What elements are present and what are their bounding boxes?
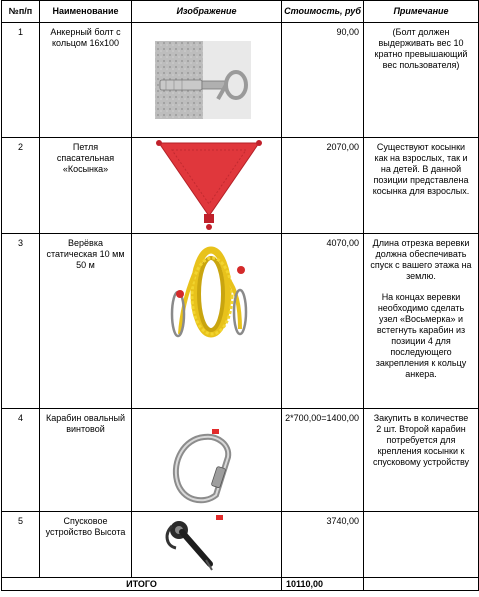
row-note: [364, 512, 479, 578]
total-value: 10110,00: [282, 578, 364, 591]
row-name: Петля спасательная «Косынка»: [40, 138, 132, 234]
row-num: 2: [2, 138, 40, 234]
row-name: Анкерный болт с кольцом 16х100: [40, 23, 132, 138]
total-label: ИТОГО: [2, 578, 282, 591]
row-num: 4: [2, 409, 40, 512]
note-text: Закупить в количестве 2 шт. Второй карабин потребуется для крепления косынки к спусковому устройству: [372, 413, 470, 467]
note-text: Длина отрезка веревки должна обеспечивать спуск с вашего этажа на землю.: [370, 238, 472, 281]
row-name: Спусковое устройство Высота: [40, 512, 132, 578]
row-cost: 2070,00: [282, 138, 364, 234]
equipment-table: [1, 0, 479, 591]
rescue-triangle-icon: [132, 138, 282, 234]
row-cost: 4070,00: [282, 234, 364, 409]
row-cost: 3740,00: [282, 512, 364, 578]
note-text: На концах веревки необходимо сделать узел «Восьмерка» и встегнуть карабин из позиции 4 для последующего закрепления к кольцу анкера.: [375, 292, 467, 379]
header-num: №п/п: [2, 1, 40, 23]
row-num: 3: [2, 234, 40, 409]
total-row: [2, 578, 479, 591]
descender-icon: [132, 512, 282, 578]
table-row: [2, 234, 479, 409]
header-image: Изображение: [132, 1, 282, 23]
rope-coil-icon: [132, 234, 282, 409]
row-name: Карабин овальный винтовой: [40, 409, 132, 512]
row-num: 1: [2, 23, 40, 138]
row-image-cell: [132, 23, 282, 138]
note-text: Существуют косынки как на взрослых, так и на детей. В данной позиции представлена косынка для взрослых.: [372, 142, 470, 196]
row-image-cell: [132, 234, 282, 409]
table-row: [2, 409, 479, 512]
table-row: [2, 512, 479, 578]
anchor-bolt-icon: [132, 23, 282, 138]
row-cost: 90,00: [282, 23, 364, 138]
row-cost: 2*700,00=1400,00: [282, 409, 364, 512]
carabiner-icon: [132, 409, 282, 512]
table-row: [2, 23, 479, 138]
row-note: [364, 409, 479, 512]
table-row: [2, 138, 479, 234]
note-text: (Болт должен выдерживать вес 10 кратно превышающий вес пользователя): [374, 27, 468, 70]
row-image-cell: [132, 409, 282, 512]
header-name: Наименование: [40, 1, 132, 23]
row-note: [364, 138, 479, 234]
row-image-cell: [132, 138, 282, 234]
table-header-row: [2, 1, 479, 23]
row-note: [364, 234, 479, 409]
row-name: Верёвка статическая 10 мм 50 м: [40, 234, 132, 409]
header-note: Примечание: [364, 1, 479, 23]
row-image-cell: [132, 512, 282, 578]
row-num: 5: [2, 512, 40, 578]
total-note-empty: [364, 578, 479, 591]
row-note: [364, 23, 479, 138]
header-cost: Стоимость, руб: [282, 1, 364, 23]
